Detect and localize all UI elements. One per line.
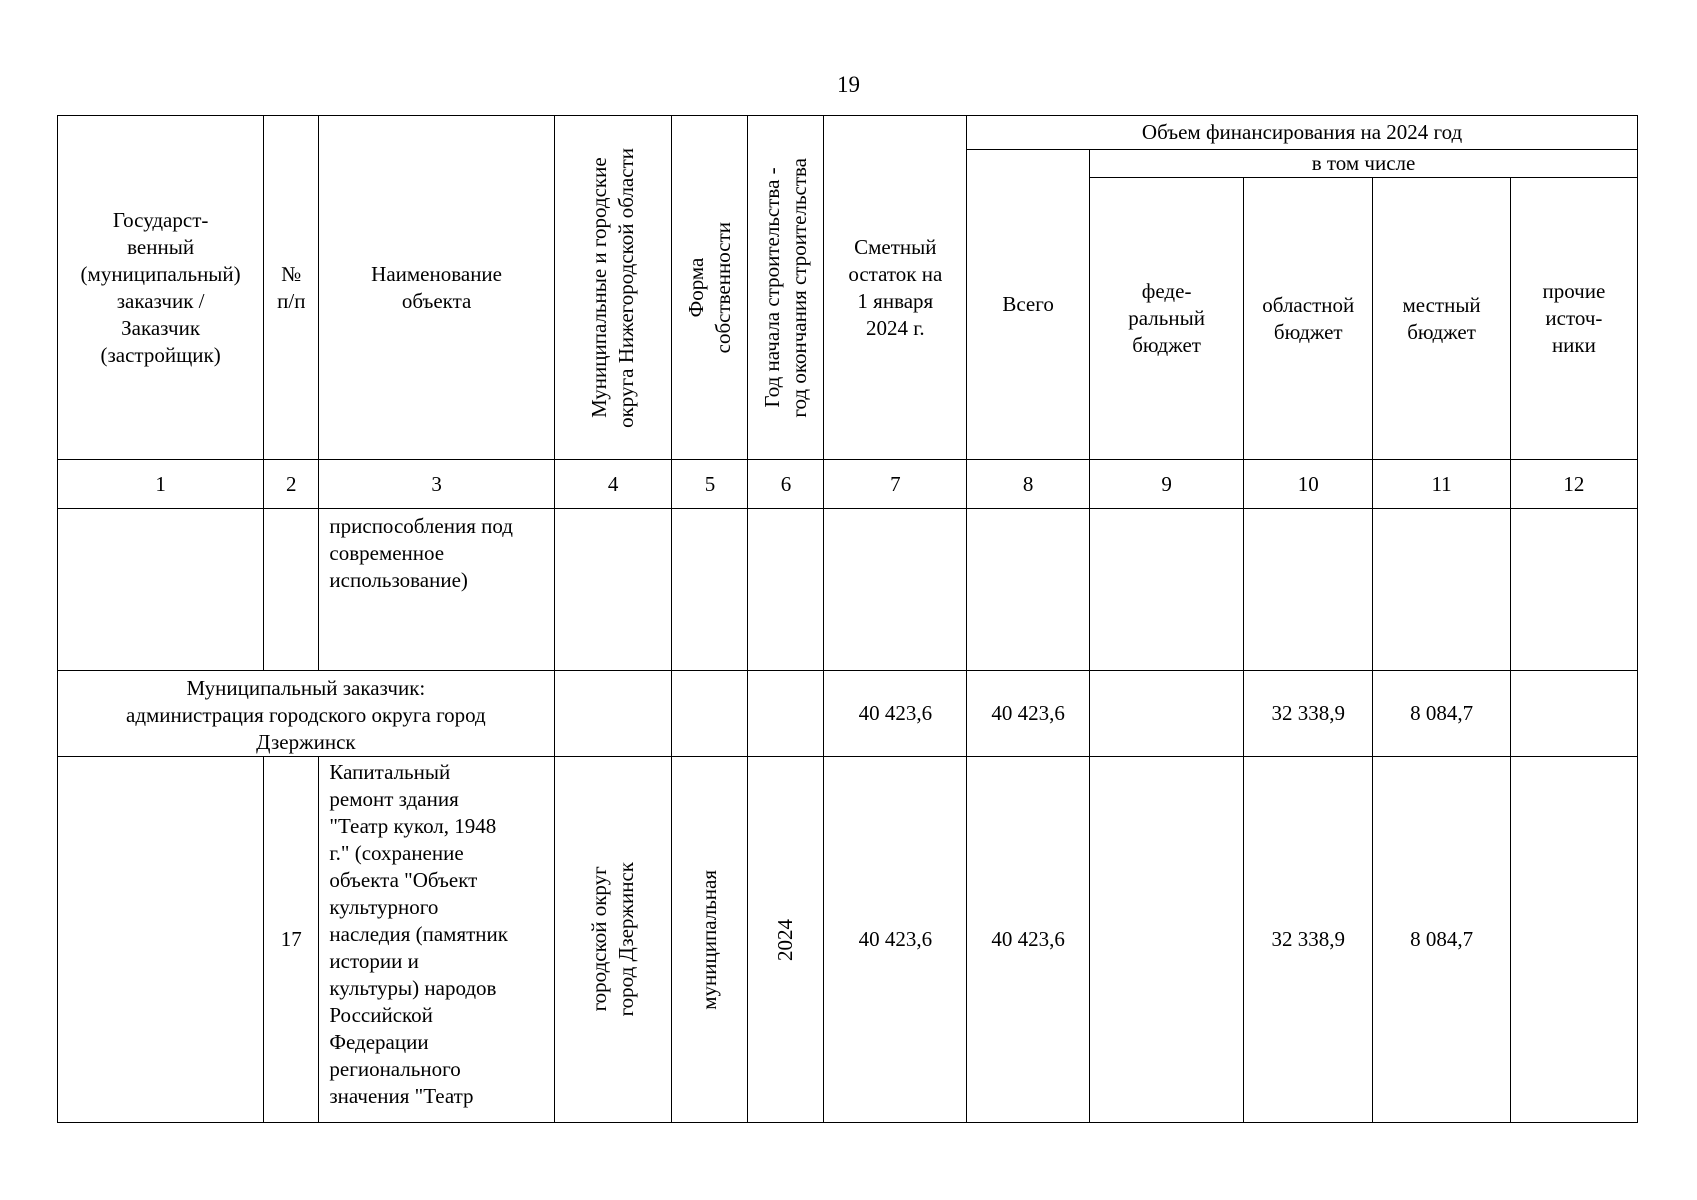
header-districts <box>554 116 672 460</box>
column-number: 5 <box>672 460 748 509</box>
customer-estimate-balance: 40 423,6 <box>824 671 967 757</box>
column-number: 6 <box>748 460 824 509</box>
district-text: городской округ город Дзержинск <box>587 862 639 1017</box>
customer-total: 40 423,6 <box>967 671 1090 757</box>
customer-local-budget: 8 084,7 <box>1373 671 1510 757</box>
ownership-cell <box>672 757 748 1123</box>
column-number: 3 <box>319 460 554 509</box>
header-ownership <box>672 116 748 460</box>
customer-label: Муниципальный заказчик: администрация городского округа город Дзержинск <box>58 671 555 757</box>
column-number: 7 <box>824 460 967 509</box>
object-name: Капитальный ремонт здания "Театр кукол, 1948 г." (сохранение объекта "Объект культурного наследия (памятник истории и культуры) народов Российской Федерации регионального значения "Театр <box>319 757 554 1123</box>
years-text: 2024 <box>773 918 798 961</box>
column-number: 4 <box>554 460 672 509</box>
financing-table <box>57 115 1638 1123</box>
column-number: 9 <box>1090 460 1244 509</box>
header-object-name: Наименование объекта <box>319 116 554 460</box>
header-other-sources: прочие источ- ники <box>1510 178 1637 460</box>
header-construction-years-text: Год начала строительства - год окончания строительства <box>759 157 811 418</box>
empty-cell <box>1090 509 1244 671</box>
years-cell <box>748 757 824 1123</box>
empty-cell <box>824 509 967 671</box>
table-row-customer <box>58 671 1638 757</box>
empty-cell <box>748 671 824 757</box>
empty-cell <box>672 509 748 671</box>
empty-cell <box>748 509 824 671</box>
empty-cell <box>1244 509 1373 671</box>
page-number: 19 <box>837 72 860 97</box>
header-ownership-text: Форма собственности <box>683 221 735 354</box>
column-number: 2 <box>264 460 319 509</box>
header-districts-text: Муниципальные и городские округа Нижегородской области <box>587 147 639 428</box>
header-construction-years <box>748 116 824 460</box>
row-number: 17 <box>264 757 319 1123</box>
header-local-budget: местный бюджет <box>1373 178 1510 460</box>
header-federal-budget: феде- ральный бюджет <box>1090 178 1244 460</box>
empty-cell <box>1373 509 1510 671</box>
empty-cell <box>967 509 1090 671</box>
ownership-text: муниципальная <box>697 869 722 1010</box>
header-financing-title: Объем финансирования на 2024 год <box>967 116 1638 150</box>
empty-cell <box>1510 757 1637 1123</box>
column-number: 12 <box>1510 460 1637 509</box>
column-number: 1 <box>58 460 264 509</box>
total: 40 423,6 <box>967 757 1090 1123</box>
header-customer: Государст- венный (муниципальный) заказчик / Заказчик (застройщик) <box>58 116 264 460</box>
empty-cell <box>1510 509 1637 671</box>
header-total: Всего <box>967 150 1090 460</box>
regional-budget: 32 338,9 <box>1244 757 1373 1123</box>
local-budget: 8 084,7 <box>1373 757 1510 1123</box>
empty-cell <box>1510 671 1637 757</box>
header-estimate-balance: Сметный остаток на 1 января 2024 г. <box>824 116 967 460</box>
header-regional-budget: областной бюджет <box>1244 178 1373 460</box>
customer-regional-budget: 32 338,9 <box>1244 671 1373 757</box>
estimate-balance: 40 423,6 <box>824 757 967 1123</box>
empty-cell <box>58 757 264 1123</box>
empty-cell <box>58 509 264 671</box>
empty-cell <box>554 509 672 671</box>
column-numbers-row <box>58 460 1638 509</box>
table-row-17 <box>58 757 1638 1123</box>
empty-cell <box>264 509 319 671</box>
district-cell <box>554 757 672 1123</box>
empty-cell <box>672 671 748 757</box>
column-number: 10 <box>1244 460 1373 509</box>
column-number: 8 <box>967 460 1090 509</box>
header-including: в том числе <box>1090 150 1638 178</box>
empty-cell <box>1090 757 1244 1123</box>
table-row-continuation <box>58 509 1638 671</box>
continuation-object-name: приспособления под современное использование) <box>319 509 554 671</box>
empty-cell <box>554 671 672 757</box>
empty-cell <box>1090 671 1244 757</box>
column-number: 11 <box>1373 460 1510 509</box>
header-number: № п/п <box>264 116 319 460</box>
